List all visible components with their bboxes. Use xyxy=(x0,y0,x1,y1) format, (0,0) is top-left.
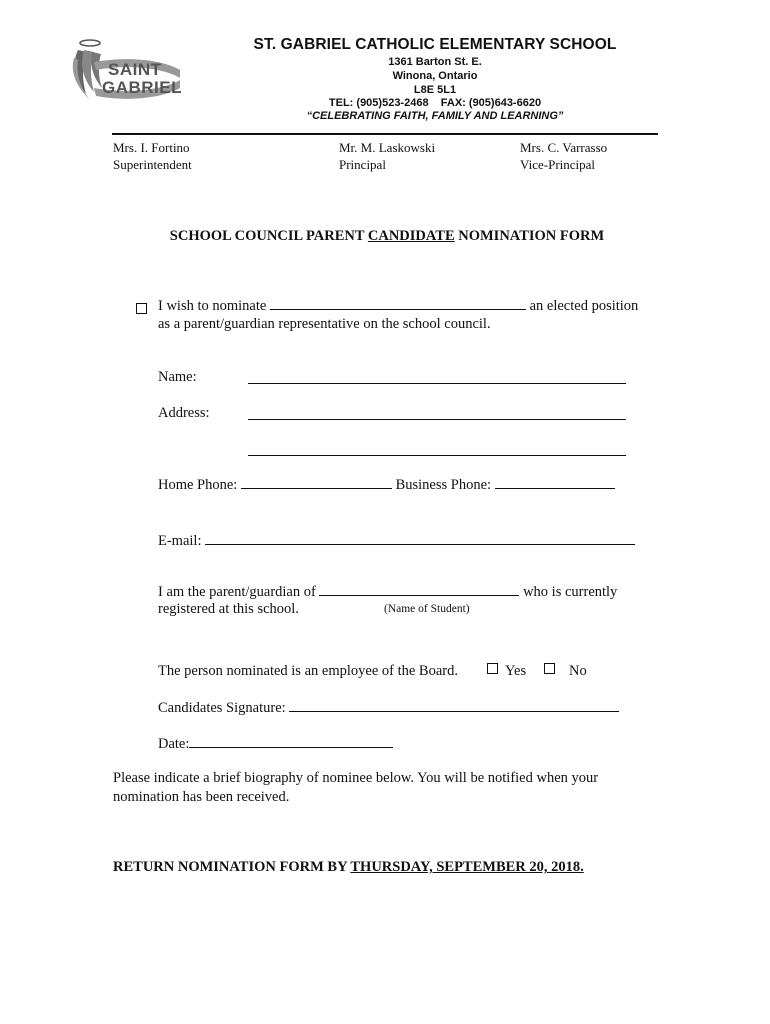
employee-no-label: No xyxy=(569,663,587,679)
signature-field[interactable] xyxy=(289,699,619,712)
date-field[interactable] xyxy=(189,735,393,748)
school-name: ST. GABRIEL CATHOLIC ELEMENTARY SCHOOL xyxy=(253,36,617,53)
address-postal-code: L8E 5L1 xyxy=(413,84,457,96)
home-phone-label: Home Phone: xyxy=(158,477,238,493)
employee-yes-label: Yes xyxy=(505,663,527,679)
business-phone-label: Business Phone: xyxy=(395,477,492,493)
date-row xyxy=(158,735,393,753)
nominate-position-field[interactable] xyxy=(270,297,526,310)
email-row xyxy=(158,532,635,550)
parent-suffix: who is currently xyxy=(523,584,618,600)
return-date: THURSDAY, SEPTEMBER 20, 2018. xyxy=(350,859,584,875)
staff-vice-principal xyxy=(520,139,607,173)
student-name-caption: (Name of Student) xyxy=(384,603,470,615)
staff-name: Mr. M. Laskowski xyxy=(339,140,436,155)
staff-superintendent xyxy=(113,139,192,173)
parent-prefix: I am the parent/guardian of xyxy=(158,584,316,600)
name-field[interactable] xyxy=(248,383,626,384)
phone-row xyxy=(158,476,615,494)
return-deadline xyxy=(113,859,584,876)
signature-label: Candidates Signature: xyxy=(158,700,286,716)
staff-name: Mrs. C. Varrasso xyxy=(520,140,608,155)
employee-no-checkbox[interactable] xyxy=(544,663,555,674)
nominate-row xyxy=(158,297,638,315)
nominate-suffix: an elected position xyxy=(529,298,639,314)
nominate-prefix: I wish to nominate xyxy=(158,298,267,314)
logo-text-gabriel: GABRIEL xyxy=(102,78,182,97)
email-field[interactable] xyxy=(205,532,635,545)
signature-row xyxy=(158,699,619,717)
title-underlined: CANDIDATE xyxy=(367,228,455,244)
staff-role: Vice-Principal xyxy=(520,157,596,172)
address-street: 1361 Barton St. E. xyxy=(388,56,482,68)
employee-yes-checkbox[interactable] xyxy=(487,663,498,674)
return-prefix: RETURN NOMINATION FORM BY xyxy=(113,859,351,875)
staff-name: Mrs. I. Fortino xyxy=(113,140,190,155)
staff-role: Principal xyxy=(339,157,386,172)
employee-question: The person nominated is an employee of the Board. xyxy=(158,663,458,679)
nominate-checkbox[interactable] xyxy=(136,303,147,314)
registered-text: registered at this school. xyxy=(158,601,299,617)
logo-text-saint: SAINT xyxy=(108,60,162,79)
home-phone-field[interactable] xyxy=(241,476,392,489)
header-divider xyxy=(112,133,658,135)
student-name-field[interactable] xyxy=(319,583,519,596)
biography-note-line2: nomination has been received. xyxy=(113,789,290,805)
address-field-line1[interactable] xyxy=(248,419,626,420)
parent-row xyxy=(158,583,617,601)
business-phone-field[interactable] xyxy=(495,476,615,489)
staff-role: Superintendent xyxy=(113,157,192,172)
form-title xyxy=(0,228,770,245)
date-label: Date: xyxy=(158,736,190,752)
address-city: Winona, Ontario xyxy=(392,70,478,82)
email-label: E-mail: xyxy=(158,533,202,549)
biography-note-line1: Please indicate a brief biography of nominee below. You will be notified when your xyxy=(113,770,599,786)
nominate-line2: as a parent/guardian representative on the school council. xyxy=(158,316,491,332)
address-field-line2[interactable] xyxy=(248,455,626,456)
contact-info: TEL: (905)523-2468 FAX: (905)643-6620 xyxy=(328,97,542,109)
title-part1: SCHOOL COUNCIL PARENT xyxy=(169,228,368,244)
address-label: Address: xyxy=(158,405,210,421)
title-part2: NOMINATION FORM xyxy=(454,228,605,244)
staff-principal xyxy=(339,139,435,173)
name-label: Name: xyxy=(158,369,197,385)
school-motto: “CELEBRATING FAITH, FAMILY AND LEARNING” xyxy=(306,110,564,122)
